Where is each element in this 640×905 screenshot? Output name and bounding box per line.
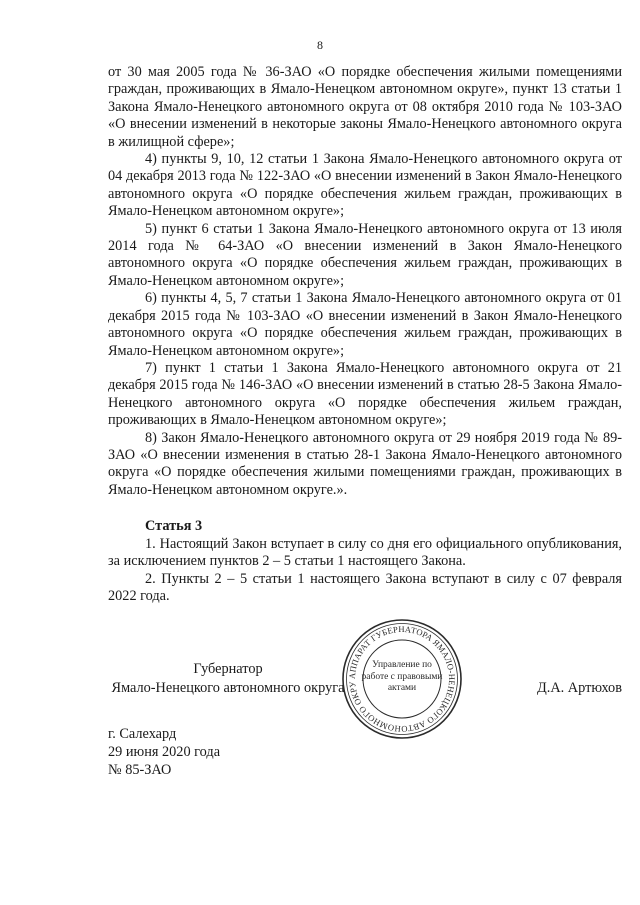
governor-title bbox=[108, 660, 348, 698]
governor-name: Д.А. Артюхов bbox=[537, 680, 622, 696]
article-3-item-1: 1. Настоящий Закон вступает в силу со дня его официального опубликования, за исключением пунктов 2 – 5 статьи 1 настоящего Закона. bbox=[108, 536, 622, 570]
article-3-title: Статья 3 bbox=[145, 518, 203, 534]
governor-title-line1: Губернатор bbox=[193, 661, 263, 677]
paragraph-continuation: от 30 мая 2005 года № 36-ЗАО «О порядке обеспечения жилыми помещениями граждан, проживающих в Ямало-Ненецком автономном округе», пункт 13 статьи 1 Закона Ямало-Ненецкого автономного округа от 08 октября 2010 года № 103-ЗАО «О внесении изменений в некоторые законы Ямало-Ненецкого автономного округа в жилищной сфере»; bbox=[108, 64, 622, 150]
place: г. Салехард bbox=[108, 726, 177, 742]
article-3-item-2: 2. Пункты 2 – 5 статьи 1 настоящего Закона вступают в силу с 07 февраля 2022 года. bbox=[108, 570, 622, 605]
article-3-body bbox=[108, 536, 622, 606]
governor-title-line2: Ямало-Ненецкого автономного округа bbox=[111, 680, 345, 696]
seal-center-text: Управление по работе с правовыми актами bbox=[361, 660, 443, 693]
place-and-date bbox=[108, 725, 220, 779]
law-number: № 85-ЗАО bbox=[108, 762, 172, 778]
paragraph-item-6: 6) пункты 4, 5, 7 статьи 1 Закона Ямало-Ненецкого автономного округа от 01 декабря 2015 года № 103-ЗАО «О внесении изменений в Закон Ямало-Ненецкого автономного округа «О порядке обеспечения жильем граждан, проживающих в Ямало-Ненецком автономном округе»; bbox=[108, 290, 622, 359]
page-number: 8 bbox=[317, 38, 323, 52]
date: 29 июня 2020 года bbox=[108, 744, 221, 760]
paragraph-item-8: 8) Закон Ямало-Ненецкого автономного округа от 29 ноября 2019 года № 89-ЗАО «О внесении изменения в статью 28-1 Закона Ямало-Ненецкого автономного округа «О порядке обеспечения жилыми помещениями граждан, проживающих в Ямало-Ненецком автономном округе.». bbox=[108, 429, 622, 498]
law-text-body bbox=[108, 64, 622, 499]
seal-ring-text: АППАРАТ ГУБЕРНАТОРА ЯМАЛО-НЕНЕЦКОГО АВТОНОМНОГО ОКРУ bbox=[346, 623, 458, 735]
paragraph-item-5: 5) пункт 6 статьи 1 Закона Ямало-Ненецкого автономного округа от 13 июля 2014 года № 64-ЗАО «О внесении изменений в Закон Ямало-Ненецкого автономного округа «О порядке обеспечения жильем граждан, проживающих в Ямало-Ненецком автономном округе»; bbox=[108, 220, 622, 289]
paragraph-item-7: 7) пункт 1 статьи 1 Закона Ямало-Ненецкого автономного округа от 21 декабря 2015 года № 146-ЗАО «О внесении изменений в статью 28-5 Закона Ямало-Ненецкого автономного округа «О порядке обеспечения жильем граждан, проживающих в Ямало-Ненецком автономном округе»; bbox=[108, 359, 622, 429]
official-seal bbox=[341, 618, 463, 740]
paragraph-item-4: 4) пункты 9, 10, 12 статьи 1 Закона Ямало-Ненецкого автономного округа от 04 декабря 2013 года № 122-ЗАО «О внесении изменений в Закон Ямало-Ненецкого автономного округа «О порядке обеспечения жильем граждан, проживающих в Ямало-Ненецком автономном округе»; bbox=[108, 151, 622, 220]
